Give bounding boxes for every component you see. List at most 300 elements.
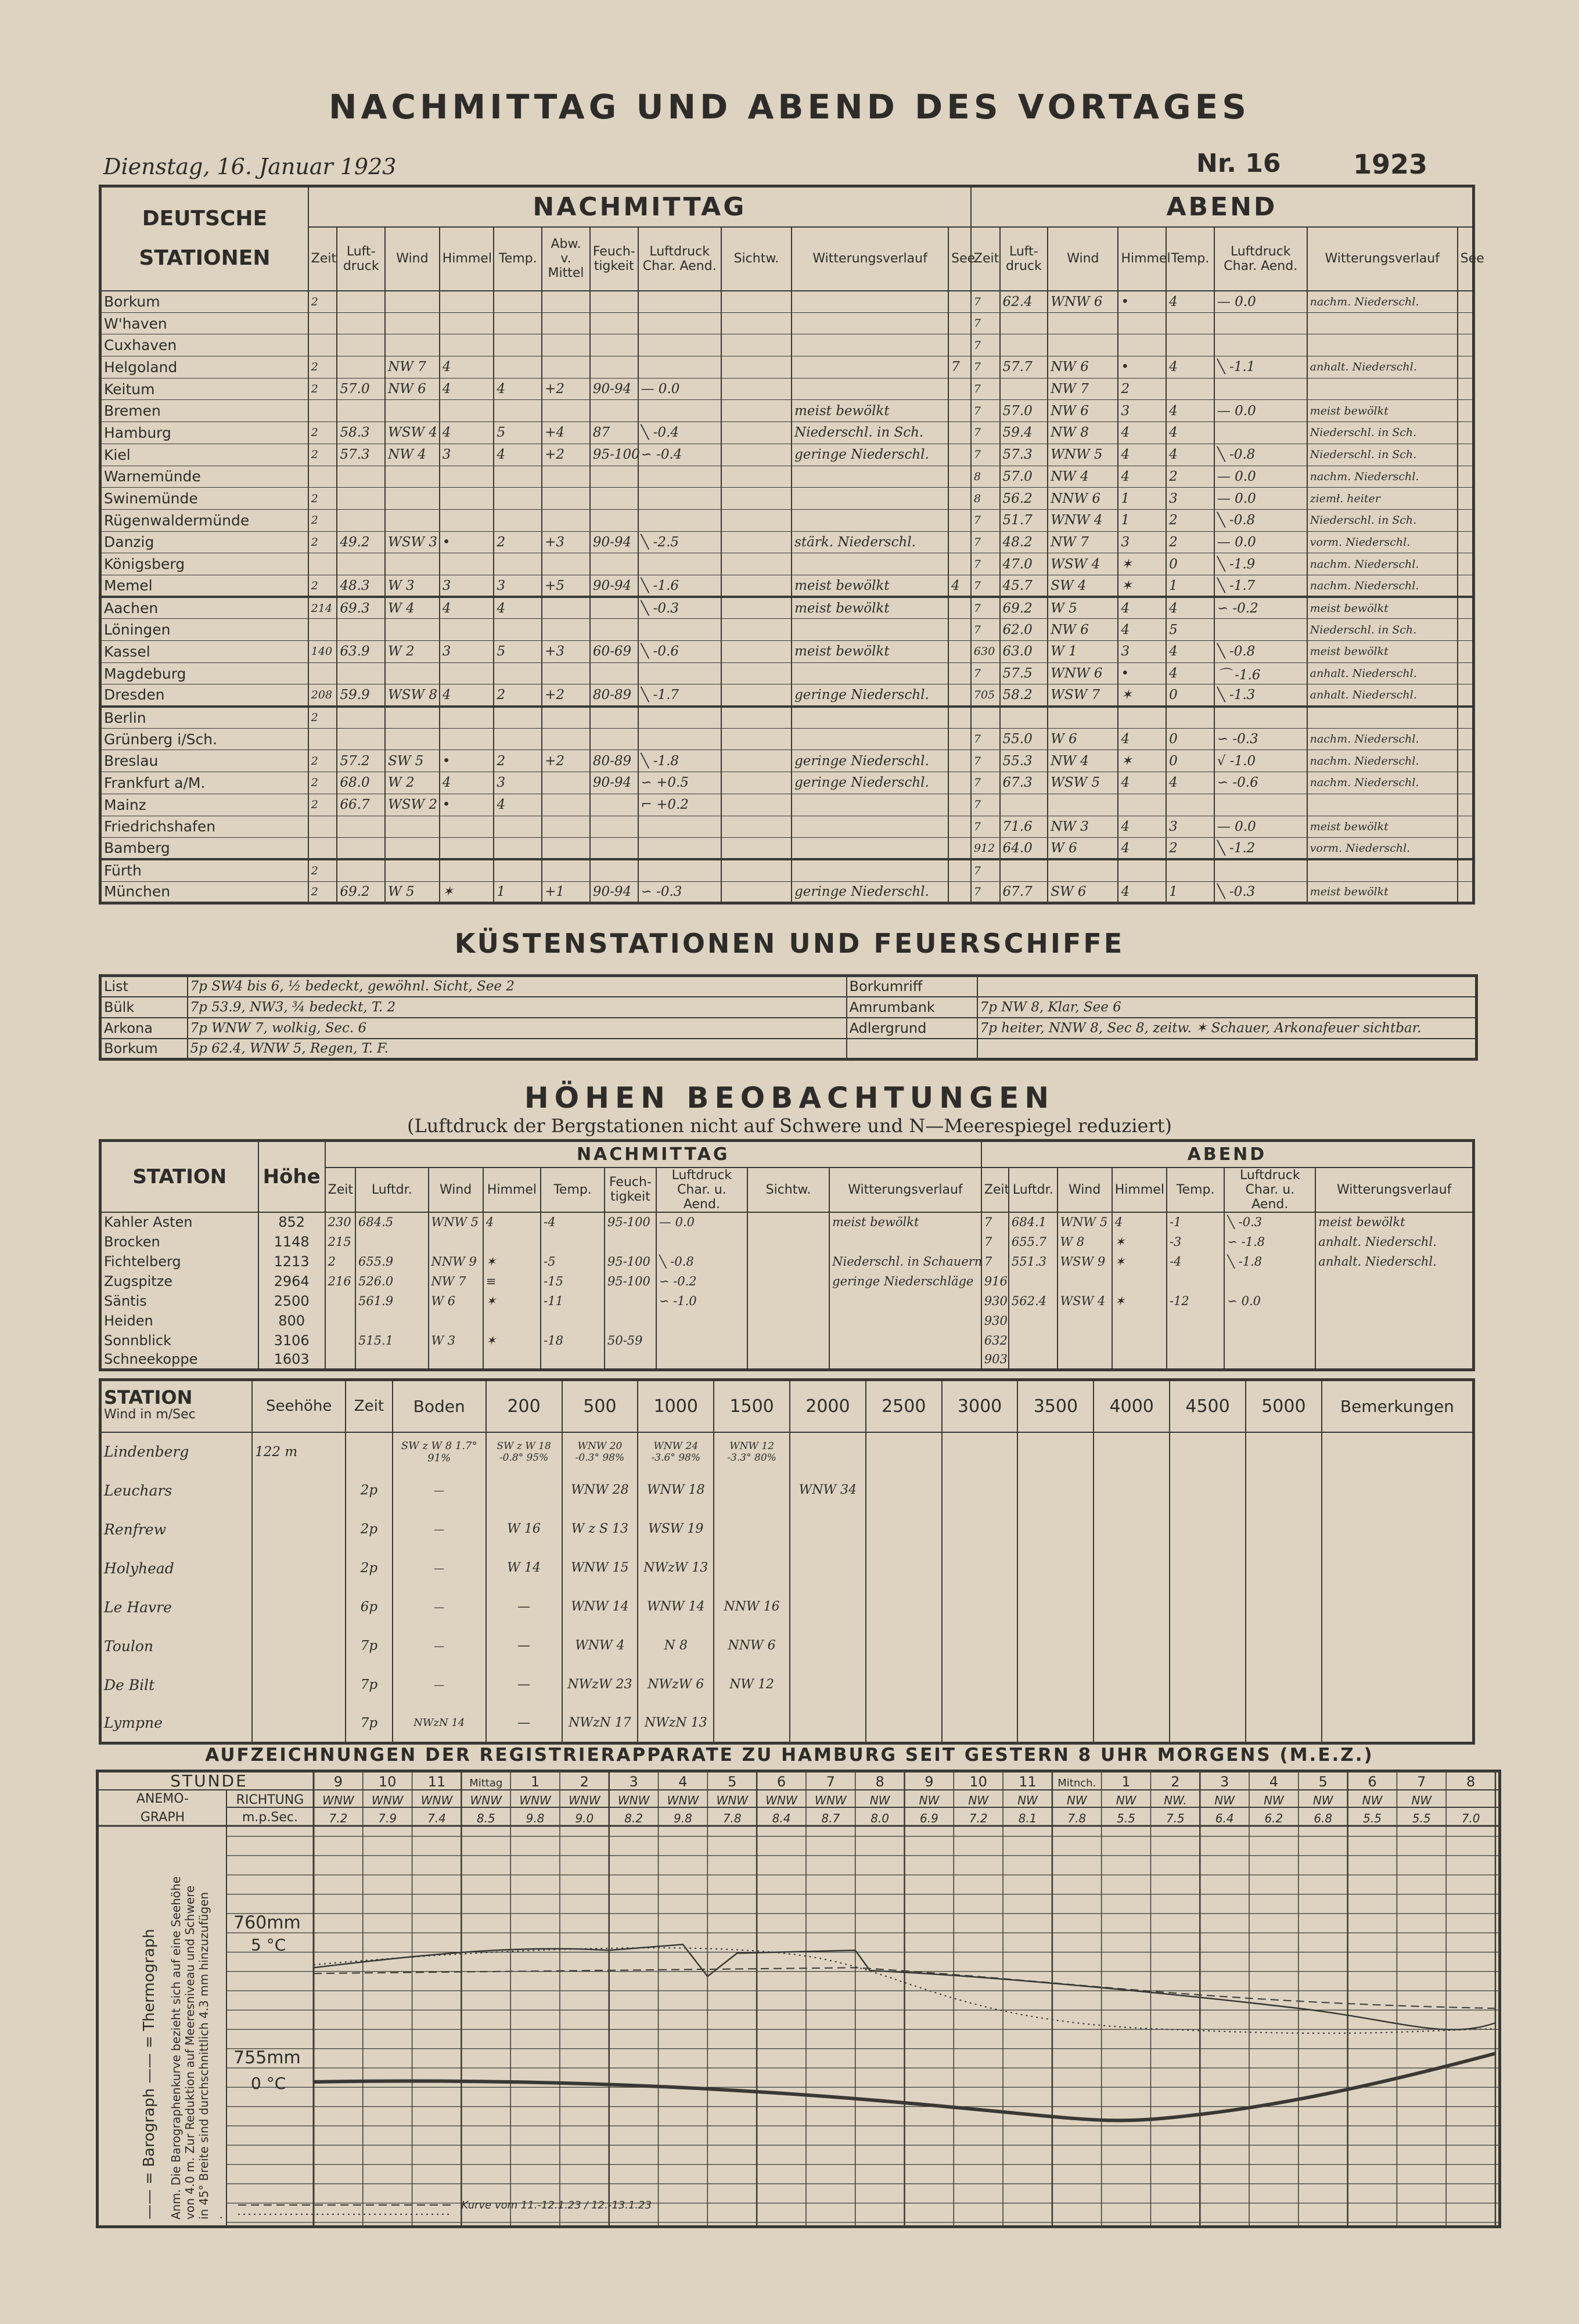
ab-cell: meist bewölkt (1307, 597, 1458, 619)
nm-cell: ∽ -0.3 (638, 881, 721, 903)
ab-cell: Niederschl. in Sch. (1307, 422, 1458, 444)
wind-level-value (1094, 1471, 1170, 1510)
ab-cell: ⌒ -1.6 (1214, 662, 1307, 684)
nm-cell: 59.9 (337, 684, 385, 707)
wind-boden: NWzN 14 (393, 1705, 486, 1743)
wind-speed: 5.5 (1117, 1811, 1135, 1825)
ab-cell: 48.2 (1000, 531, 1048, 553)
wind-header-level: 2500 (866, 1380, 942, 1432)
wind-zeit: 6p (346, 1588, 393, 1627)
hoehen-ab-cell: meist bewölkt (1315, 1212, 1473, 1232)
nm-cell (337, 291, 385, 313)
ab-cell: NW 8 (1048, 422, 1118, 444)
table-row (100, 1510, 1474, 1549)
nm-cell (440, 553, 494, 575)
wind-level-value (1246, 1471, 1322, 1510)
ab-col-header: See (1458, 227, 1474, 291)
hour-label: 4 (1269, 1774, 1279, 1790)
nm-cell (721, 575, 792, 597)
nm-cell: +3 (542, 531, 590, 553)
ab-col-header: Luft-druck (1000, 227, 1048, 291)
ab-cell (1458, 575, 1474, 597)
nm-cell: 2 (308, 531, 337, 553)
hour-label: 11 (1019, 1774, 1037, 1790)
nm-cell (385, 509, 440, 531)
ab-col-header: Temp. (1166, 227, 1214, 291)
hour-label: 1 (1121, 1774, 1131, 1790)
ab-cell (1458, 356, 1474, 379)
nm-cell: 2 (308, 859, 337, 881)
hoehen-nm-cell (747, 1350, 829, 1370)
coastal-row (100, 1039, 1477, 1060)
hoehen-altitude: 1148 (258, 1232, 325, 1252)
nm-cell: +3 (542, 641, 590, 663)
hoehen-nm-col-header: Zeit (325, 1168, 355, 1212)
nm-cell (638, 859, 721, 881)
table-row (100, 1271, 1474, 1291)
nm-cell (494, 728, 542, 750)
nm-cell (440, 400, 494, 422)
coastal-table (99, 974, 1478, 1061)
nm-cell (721, 509, 792, 531)
ab-cell: 57.0 (1000, 466, 1048, 488)
nm-cell (542, 794, 590, 816)
table-row (100, 1432, 1474, 1471)
ab-cell: 912 (971, 838, 1000, 860)
nm-cell: meist bewölkt (792, 597, 948, 619)
wind-level-value (942, 1705, 1018, 1743)
nm-cell (721, 728, 792, 750)
hoehen-nm-cell: -5 (541, 1252, 605, 1271)
hoehen-ab-cell: ╲ -1.8 (1224, 1252, 1315, 1271)
ab-cell: meist bewölkt (1307, 400, 1458, 422)
wind-speed: 7.9 (378, 1811, 397, 1825)
ab-cell: Niederschl. in Sch. (1307, 509, 1458, 531)
ab-cell (1458, 859, 1474, 881)
ab-cell: 3 (1166, 816, 1214, 838)
nm-cell: • (440, 750, 494, 772)
ab-col-header: Zeit (971, 227, 1000, 291)
wind-level-value (790, 1588, 866, 1627)
ab-cell: 45.7 (1000, 575, 1048, 597)
ab-cell (1458, 378, 1474, 400)
nm-cell (948, 334, 971, 356)
ab-cell: 0 (1166, 750, 1214, 772)
wind-level-value (866, 1549, 942, 1588)
wind-level-value: W 16 (486, 1510, 562, 1549)
ab-cell: ╲ -0.3 (1214, 881, 1307, 903)
nm-cell: ╲ -0.6 (638, 641, 721, 663)
ab-cell: 7 (971, 881, 1000, 903)
wind-level-value: WNW 34 (790, 1471, 866, 1510)
nm-cell: 90-94 (590, 531, 638, 553)
ab-cell: 7 (971, 356, 1000, 379)
ab-cell: ✶ (1118, 553, 1166, 575)
nm-cell (948, 400, 971, 422)
nm-cell (792, 356, 948, 379)
table-row (100, 509, 1474, 531)
nm-cell: 4 (440, 378, 494, 400)
wind-direction: NW (968, 1793, 989, 1807)
nm-cell (638, 334, 721, 356)
wind-level-value (1094, 1666, 1170, 1705)
nm-cell: 3 (440, 575, 494, 597)
nm-cell (308, 334, 337, 356)
table-row (100, 597, 1474, 619)
nm-cell (638, 728, 721, 750)
nm-cell: 90-94 (590, 772, 638, 794)
nm-cell: 80-89 (590, 750, 638, 772)
ab-cell: 2 (1166, 466, 1214, 488)
hour-label: Mittag (469, 1777, 503, 1789)
hoehen-nm-cell (747, 1212, 829, 1232)
ab-cell: Niederschl. in Sch. (1307, 619, 1458, 641)
nm-cell (721, 794, 792, 816)
wind-direction: WNW (716, 1793, 748, 1807)
nm-cell: 69.3 (337, 597, 385, 619)
coastal-station: Adlergrund (847, 1018, 977, 1039)
wind-level-value (1094, 1627, 1170, 1666)
table-row (100, 400, 1474, 422)
nm-cell (440, 838, 494, 860)
wind-level-value (1170, 1432, 1246, 1471)
header-hoehen-nachmittag: NACHMITTAG (325, 1141, 981, 1168)
wind-level-value: NNW 6 (714, 1627, 790, 1666)
ab-cell: WSW 7 (1048, 684, 1118, 707)
ab-cell: 62.0 (1000, 619, 1048, 641)
nm-cell: • (440, 531, 494, 553)
nm-col-header: Abw. v. Mittel (542, 227, 590, 291)
wind-speed: 9.8 (674, 1811, 692, 1825)
nm-col-header: Wind (385, 227, 440, 291)
nm-cell: 2 (494, 684, 542, 707)
nm-cell (721, 378, 792, 400)
nm-cell (385, 553, 440, 575)
wind-bemerkung (1322, 1627, 1474, 1666)
wind-level-value (486, 1471, 562, 1510)
ab-cell (1458, 444, 1474, 466)
wind-level-value (1170, 1510, 1246, 1549)
nm-cell (590, 662, 638, 684)
nm-cell: 2 (308, 488, 337, 510)
hoehen-nm-cell: NNW 9 (429, 1252, 483, 1271)
nm-cell (948, 816, 971, 838)
nm-cell (542, 728, 590, 750)
wind-level-value (790, 1510, 866, 1549)
header-hoehe: Höhe (258, 1141, 325, 1212)
nm-cell (721, 662, 792, 684)
wind-direction: NW (869, 1793, 890, 1807)
nm-cell (721, 553, 792, 575)
nm-col-header: Sichtw. (721, 227, 792, 291)
wind-zeit (346, 1432, 393, 1471)
label-5c: 5 °C (251, 1935, 286, 1955)
hoehen-nm-cell (325, 1291, 355, 1311)
table-row (100, 1311, 1474, 1331)
nm-cell (638, 509, 721, 531)
nm-cell: 4 (440, 356, 494, 379)
station-name: Grünberg i/Sch. (100, 728, 308, 750)
nm-cell (590, 509, 638, 531)
wind-level-value: — (486, 1627, 562, 1666)
ab-cell: 7 (971, 859, 1000, 881)
ab-cell (1458, 816, 1474, 838)
ab-cell: vorm. Niederschl. (1307, 531, 1458, 553)
nm-cell (542, 312, 590, 334)
wind-level-value (1246, 1627, 1322, 1666)
hoehen-ab-cell: anhalt. Niederschl. (1315, 1252, 1473, 1271)
hoehen-nm-cell: 95-100 (605, 1212, 656, 1232)
table-row (100, 1212, 1474, 1232)
hoehen-title: HÖHEN BEOBACHTUNGEN (524, 1081, 1055, 1115)
station-name: Bremen (100, 400, 308, 422)
ab-cell: nachm. Niederschl. (1307, 772, 1458, 794)
nm-cell: 90-94 (590, 378, 638, 400)
wind-level-value (714, 1549, 790, 1588)
ab-cell (1458, 291, 1474, 313)
hoehen-ab-cell: 930 (981, 1291, 1009, 1311)
ab-cell: 4 (1166, 422, 1214, 444)
ab-cell: 51.7 (1000, 509, 1048, 531)
hoehen-table (99, 1139, 1475, 1371)
ab-cell: 7 (971, 553, 1000, 575)
label-755mm: 755mm (233, 2048, 301, 2068)
hour-label: 7 (826, 1774, 835, 1790)
nm-cell (308, 466, 337, 488)
table-row (100, 1627, 1474, 1666)
ab-cell (1458, 662, 1474, 684)
station-name: Kassel (100, 641, 308, 663)
registrier-chart (96, 1770, 1501, 2228)
nm-cell (638, 553, 721, 575)
hoehen-ab-col-header: Witterungsverlauf (1315, 1168, 1473, 1212)
hoehen-station: Zugspitze (100, 1271, 258, 1291)
nm-cell (337, 334, 385, 356)
ab-cell: 7 (971, 619, 1000, 641)
wind-header-station (100, 1380, 253, 1432)
coastal-title: KÜSTENSTATIONEN UND FEUERSCHIFFE (454, 928, 1125, 959)
ab-cell: meist bewölkt (1307, 881, 1458, 903)
hoehen-ab-cell: 4 (1112, 1212, 1167, 1232)
nm-cell: 4 (494, 597, 542, 619)
nm-cell (494, 356, 542, 379)
wind-speed: 5.5 (1363, 1811, 1382, 1825)
hoehen-subtitle: (Luftdruck der Bergstationen nicht auf Schwere und N—Meerespiegel reduziert) (407, 1115, 1172, 1137)
ab-cell: anhalt. Niederschl. (1307, 662, 1458, 684)
nm-cell: 2 (308, 444, 337, 466)
ab-cell: ✶ (1118, 684, 1166, 707)
ab-cell: 5 (1166, 619, 1214, 641)
wind-level-value (942, 1510, 1018, 1549)
nm-cell (542, 553, 590, 575)
ab-cell (1458, 509, 1474, 531)
wind-speed: 5.5 (1412, 1811, 1431, 1825)
wind-seehoehe (252, 1666, 346, 1705)
barograph-note: in 45° Breite sind durchschnittlich 4.3 mm hinzuzufügen (197, 1891, 211, 2219)
table-row (100, 750, 1474, 772)
wind-zeit: 7p (346, 1666, 393, 1705)
hoehen-nm-cell: meist bewölkt (829, 1212, 981, 1232)
ab-cell: — 0.0 (1214, 488, 1307, 510)
richtung-label: RICHTUNG (236, 1793, 304, 1807)
hoehen-ab-cell: ✶ (1112, 1252, 1167, 1271)
ab-cell (1166, 312, 1214, 334)
coastal-station: Amrumbank (847, 997, 977, 1018)
nm-cell: W 5 (385, 881, 440, 903)
hoehen-nm-col-header: Feuch-tigkeit (605, 1168, 656, 1212)
wind-level-value (1170, 1549, 1246, 1588)
ab-cell: nachm. Niederschl. (1307, 575, 1458, 597)
wind-header-level: 1000 (638, 1380, 714, 1432)
ab-cell: WNW 5 (1048, 444, 1118, 466)
nm-cell (638, 838, 721, 860)
wind-speed: 8.5 (476, 1811, 495, 1825)
wind-boden: — (393, 1627, 486, 1666)
hour-label: 4 (678, 1774, 688, 1790)
wind-level-value (1094, 1705, 1170, 1743)
nm-cell: 57.0 (337, 378, 385, 400)
header-hoehen-abend: ABEND (981, 1141, 1474, 1168)
nm-cell (721, 356, 792, 379)
nm-cell: +2 (542, 750, 590, 772)
hoehen-ab-cell (1058, 1311, 1112, 1331)
hoehen-nm-col-header: Himmel (483, 1168, 541, 1212)
wind-direction: NW (1264, 1793, 1284, 1807)
nm-cell (542, 816, 590, 838)
nm-cell (337, 728, 385, 750)
hoehen-nm-cell (747, 1331, 829, 1350)
wind-level-value: WNW 4 (562, 1627, 638, 1666)
ab-cell (1214, 334, 1307, 356)
wind-zeit: 2p (346, 1510, 393, 1549)
hoehen-ab-cell: anhalt. Niederschl. (1315, 1232, 1473, 1252)
ab-cell: WNW 6 (1048, 662, 1118, 684)
hoehen-nm-cell (325, 1350, 355, 1370)
hoehen-nm-col-header: Temp. (541, 1168, 605, 1212)
table-row (100, 312, 1474, 334)
ab-cell (1307, 794, 1458, 816)
coastal-text: 7p 53.9, NW3, ¾ bedeckt, T. 2 (188, 997, 847, 1018)
station-name: München (100, 881, 308, 903)
wind-level-value (866, 1510, 942, 1549)
hoehen-nm-cell (605, 1232, 656, 1252)
nm-cell: ╲ -0.4 (638, 422, 721, 444)
table-row (100, 859, 1474, 881)
station-name: Keitum (100, 378, 308, 400)
hoehen-ab-cell: 684.1 (1009, 1212, 1058, 1232)
nm-cell: 2 (494, 750, 542, 772)
hoehen-nm-cell: 95-100 (605, 1252, 656, 1271)
ab-cell: 7 (971, 772, 1000, 794)
hoehen-ab-cell: 903 (981, 1350, 1009, 1370)
hoehen-nm-cell (429, 1311, 483, 1331)
wind-boden: — (393, 1549, 486, 1588)
nm-cell (948, 597, 971, 619)
ab-cell: 55.0 (1000, 728, 1048, 750)
hoehen-nm-cell (605, 1291, 656, 1311)
hoehen-nm-cell: ╲ -0.8 (656, 1252, 747, 1271)
ab-cell: 62.4 (1000, 291, 1048, 313)
hoehen-ab-cell: 655.7 (1009, 1232, 1058, 1252)
wind-seehoehe: 122 m (252, 1432, 346, 1471)
hoehen-ab-cell: -3 (1167, 1232, 1224, 1252)
ab-cell: 4 (1118, 422, 1166, 444)
nm-cell: NW 4 (385, 444, 440, 466)
ab-cell: 4 (1118, 619, 1166, 641)
ab-cell: 0 (1166, 684, 1214, 707)
ab-cell (1458, 400, 1474, 422)
nm-cell: geringe Niederschl. (792, 772, 948, 794)
station-name: Löningen (100, 619, 308, 641)
ab-col-header: Witterungsverlauf (1307, 227, 1458, 291)
wind-zeit: 7p (346, 1705, 393, 1743)
coastal-text: 5p 62.4, WNW 5, Regen, T. F. (188, 1039, 847, 1060)
nm-cell: 4 (440, 422, 494, 444)
ab-cell (1214, 859, 1307, 881)
legend-barograph-thermograph: —— = Barograph —— = Thermograph (141, 1929, 158, 2219)
issue-number: Nr. 16 (1196, 149, 1281, 178)
ab-cell: nachm. Niederschl. (1307, 728, 1458, 750)
barograph-note: . (211, 2215, 225, 2219)
kurve-note: Kurve vom 11.-12.1.23 / 12.-13.1.23 (461, 2199, 652, 2211)
hoehen-ab-cell (1112, 1311, 1167, 1331)
hoehen-nm-cell: 2 (325, 1252, 355, 1271)
hoehen-nm-cell (829, 1350, 981, 1370)
hoehen-altitude: 3106 (258, 1331, 325, 1350)
ab-cell (1118, 859, 1166, 881)
nm-cell: ⌐ +0.2 (638, 794, 721, 816)
station-name: Memel (100, 575, 308, 597)
wind-level-value: NWzW 13 (638, 1549, 714, 1588)
nm-cell: +1 (542, 881, 590, 903)
wind-level-value (866, 1627, 942, 1666)
ab-cell: anhalt. Niederschl. (1307, 684, 1458, 707)
nm-cell (542, 859, 590, 881)
table-row (100, 1331, 1474, 1350)
nm-col-header: Feuch-tigkeit (590, 227, 638, 291)
nm-cell: 49.2 (337, 531, 385, 553)
hoehen-ab-cell (1058, 1331, 1112, 1350)
ab-cell: — 0.0 (1214, 531, 1307, 553)
nm-cell (542, 707, 590, 729)
hoehen-nm-cell (747, 1271, 829, 1291)
hoehen-ab-col-header: Temp. (1167, 1168, 1224, 1212)
ab-cell (1214, 619, 1307, 641)
hoehen-nm-col-header: Wind (429, 1168, 483, 1212)
nm-cell: 90-94 (590, 881, 638, 903)
nm-cell (721, 707, 792, 729)
hoehen-nm-cell (429, 1350, 483, 1370)
wind-level-value (1246, 1588, 1322, 1627)
nm-cell (440, 816, 494, 838)
nm-cell (337, 838, 385, 860)
ab-cell: 1 (1166, 881, 1214, 903)
ab-cell: W 1 (1048, 641, 1118, 663)
nm-cell: 7 (948, 356, 971, 379)
hoehen-nm-cell: ≡ (483, 1271, 541, 1291)
wind-level-value: WNW 24 -3.6° 98% (638, 1432, 714, 1471)
ab-cell (1458, 728, 1474, 750)
table-row (100, 1666, 1474, 1705)
station-name: Helgoland (100, 356, 308, 379)
nm-cell (385, 707, 440, 729)
wind-level-value (1017, 1588, 1094, 1627)
wind-level-value (1246, 1705, 1322, 1743)
nm-cell (721, 488, 792, 510)
station-name: Frankfurt a/M. (100, 772, 308, 794)
ab-cell: 4 (1118, 597, 1166, 619)
nm-cell (542, 466, 590, 488)
